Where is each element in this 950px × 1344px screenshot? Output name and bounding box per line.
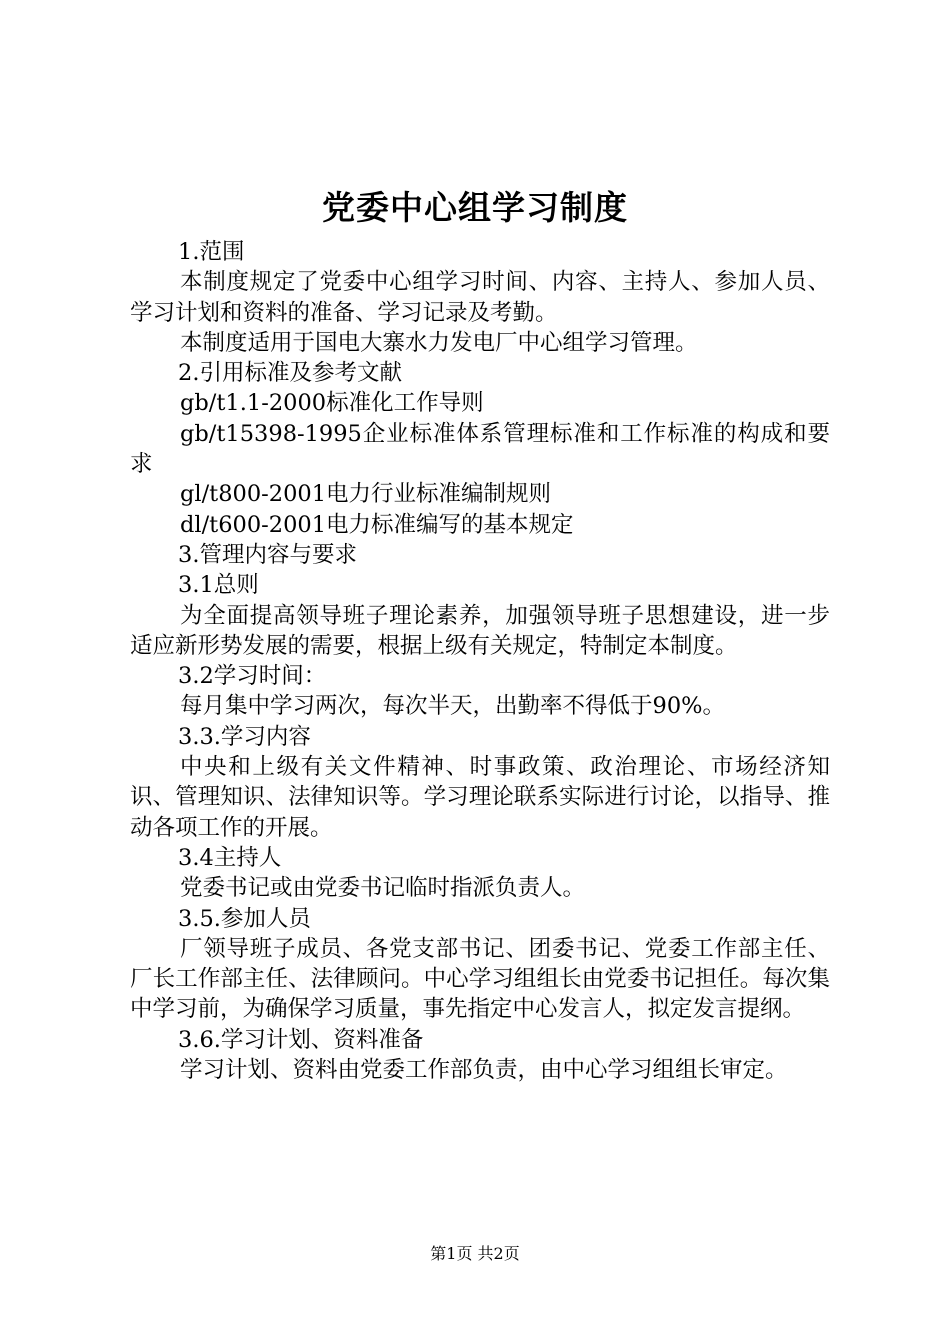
reference-item: gb/t15398-1995企业标准体系管理标准和工作标准的构成和要求 [130, 420, 830, 478]
paragraph-participants: 厂领导班子成员、各党支部书记、团委书记、党委工作部主任、厂长工作部主任、法律顾问。中心学习组组长由党委书记担任。每次集中学习前，为确保学习质量，事先指定中心发言人，拟定发言提纲。 [130, 935, 830, 1023]
document-title: 党委中心组学习制度 [322, 188, 628, 227]
subsection-heading-participants: 3.5.参加人员 [178, 905, 311, 932]
paragraph-plan-materials: 学习计划、资料由党委工作部负责，由中心学习组组长审定。 [180, 1057, 788, 1084]
section-heading-references: 2.引用标准及参考文献 [178, 360, 402, 387]
section-heading-management: 3.管理内容与要求 [178, 541, 357, 568]
reference-item: dl/t600-2001电力标准编写的基本规定 [180, 511, 574, 538]
paragraph-scope-definition: 本制度规定了党委中心组学习时间、内容、主持人、参加人员、学习计划和资料的准备、学习记录及考勤。 [130, 269, 830, 326]
section-heading-scope: 1.范围 [178, 239, 245, 265]
subsection-heading-study-content: 3.3.学习内容 [178, 723, 311, 750]
paragraph-host: 党委书记或由党委书记临时指派负责人。 [180, 875, 586, 902]
reference-item: gb/t1.1-2000标准化工作导则 [180, 390, 484, 417]
document-body [130, 237, 830, 1085]
subsection-heading-host: 3.4主持人 [178, 844, 282, 871]
subsection-heading-general: 3.1总则 [178, 572, 259, 599]
paragraph-study-time: 每月集中学习两次，每次半天，出勤率不得低于90%。 [180, 693, 726, 720]
paragraph-scope-applicability: 本制度适用于国电大寨水力发电厂中心组学习管理。 [180, 329, 698, 356]
paragraph-general: 为全面提高领导班子理论素养，加强领导班子思想建设，进一步适应新形势发展的需要，根据上级有关规定，特制定本制度。 [130, 602, 830, 659]
subsection-heading-plan-materials: 3.6.学习计划、资料准备 [178, 1026, 424, 1053]
paragraph-study-content: 中央和上级有关文件精神、时事政策、政治理论、市场经济知识、管理知识、法律知识等。学习理论联系实际进行讨论，以指导、推动各项工作的开展。 [130, 754, 830, 841]
reference-item: gl/t800-2001电力行业标准编制规则 [180, 481, 552, 508]
subsection-heading-study-time: 3.2学习时间： [178, 663, 327, 690]
page-number-footer: 第1页 共2页 [430, 1244, 520, 1263]
